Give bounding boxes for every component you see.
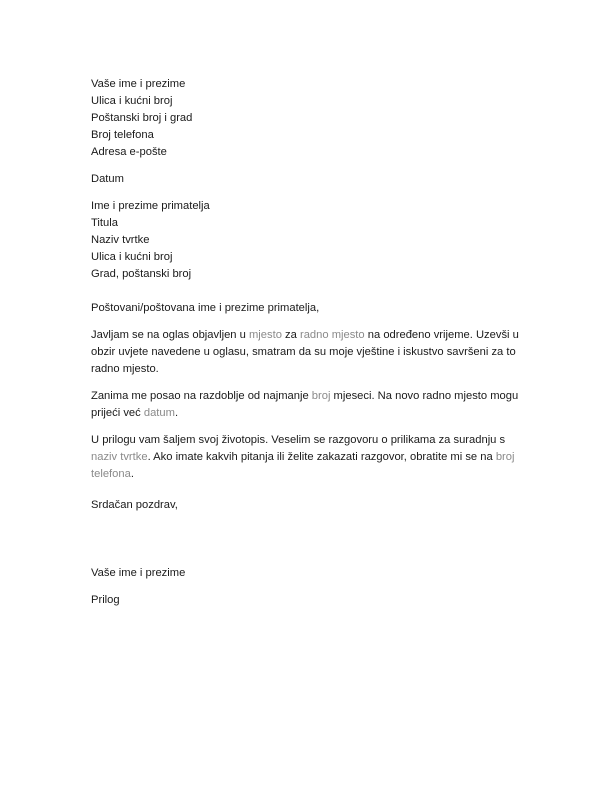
letter-body <box>91 76 531 609</box>
sender-address-block <box>91 76 531 161</box>
placeholder-number: broj <box>311 390 331 402</box>
placeholder-date: datum <box>143 407 175 419</box>
paragraph-3-text-3: . <box>130 468 134 480</box>
paragraph-1 <box>91 327 531 378</box>
paragraph-3-text-2: . Ako imate kakvih pitanja ili želite zakazati razgovor, obratite mi se na <box>147 451 496 463</box>
signature <box>91 565 531 582</box>
letter-date: Datum <box>91 173 124 185</box>
signature-name: Vaše ime i prezime <box>91 567 186 579</box>
paragraph-2 <box>91 388 521 422</box>
enclosure-text: Prilog <box>91 594 120 606</box>
placeholder-position: radno mjesto <box>299 329 365 341</box>
placeholder-phone-number: broj telefona <box>91 451 515 480</box>
recipient-name: Ime i prezime primatelja <box>91 200 210 212</box>
paragraph-2-text-3: . <box>174 407 179 419</box>
paragraph-1-text-1: Javljam se na oglas objavljen u <box>91 329 249 341</box>
placeholder-company-name: naziv tvrtke <box>91 451 148 463</box>
recipient-city: Grad, poštanski broj <box>91 268 192 280</box>
paragraph-1-text-3: na određeno vrijeme. Uzevši u obzir uvjete navedene u oglasu, smatram da su moje vještine i iskustvo savršeni za to radno mjesto. <box>91 329 519 375</box>
salutation-text: Poštovani/poštovana ime i prezime primatelja, <box>91 302 320 314</box>
paragraph-2-text-1: Zanima me posao na razdoblje od najmanje <box>91 390 312 402</box>
recipient-title: Titula <box>91 217 118 229</box>
sender-phone: Broj telefona <box>91 129 154 141</box>
recipient-address-block <box>91 198 531 283</box>
date-line <box>91 171 531 188</box>
paragraph-3-text-1: U prilogu vam šaljem svoj životopis. Veselim se razgovoru o prilikama za suradnju s <box>91 434 506 446</box>
placeholder-place: mjesto <box>248 329 282 341</box>
sender-name: Vaše ime i prezime <box>91 78 186 90</box>
paragraph-2-text-2: mjeseci. Na novo radno mjesto mogu prijeći već <box>91 390 519 419</box>
salutation <box>91 300 531 317</box>
closing <box>91 497 531 514</box>
paragraph-1-text-2: za <box>281 329 300 341</box>
enclosure <box>91 592 531 609</box>
sender-street: Ulica i kućni broj <box>91 95 173 107</box>
closing-text: Srdačan pozdrav, <box>91 499 178 511</box>
recipient-company: Naziv tvrtke <box>91 234 150 246</box>
recipient-street: Ulica i kućni broj <box>91 251 173 263</box>
paragraph-3 <box>91 432 527 483</box>
sender-city: Poštanski broj i grad <box>91 112 193 124</box>
sender-email: Adresa e-pošte <box>91 146 167 158</box>
